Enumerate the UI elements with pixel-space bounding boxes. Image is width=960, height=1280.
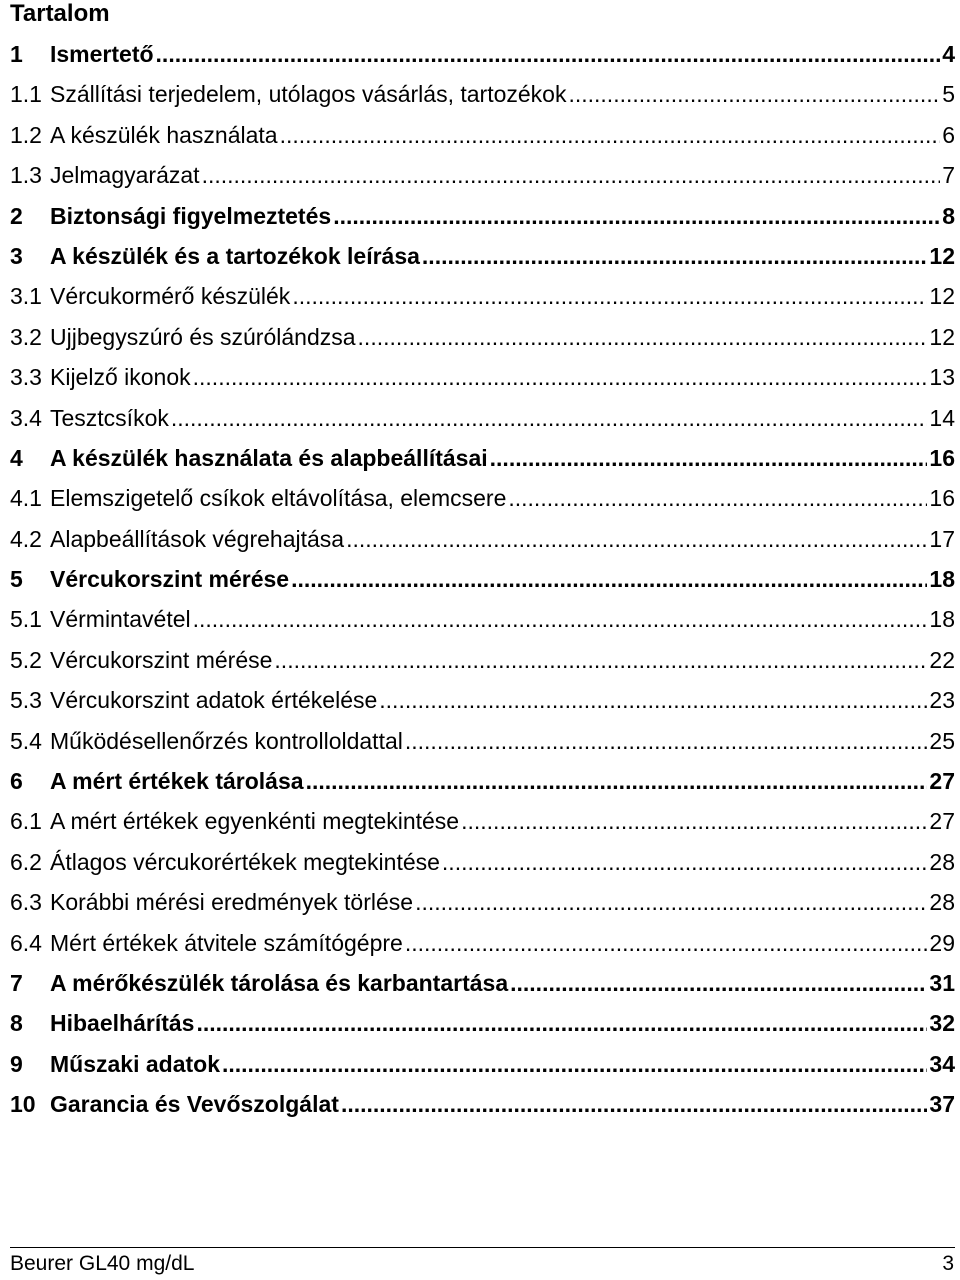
- toc-entry-number: 6.3: [10, 889, 42, 916]
- toc-entry-number: 6: [10, 768, 23, 795]
- toc-entry[interactable]: [10, 599, 955, 639]
- footer-page-number: 3: [942, 1252, 954, 1275]
- toc-entry-page: 31: [929, 969, 955, 996]
- dot-leader: [280, 115, 941, 155]
- toc-entry-number: 3: [10, 242, 23, 269]
- toc-entry[interactable]: [10, 761, 955, 801]
- toc-entry-number: 8: [10, 1010, 23, 1037]
- toc-entry-page: 7: [942, 162, 955, 189]
- toc-entry-page: 6: [942, 121, 955, 148]
- toc-entry-page: 4: [942, 41, 955, 67]
- toc-entry-title: Ujjbegyszúró és szúrólándzsa: [50, 323, 356, 350]
- toc-entry-title: Garancia és Vevőszolgálat: [50, 1091, 339, 1118]
- toc-entry[interactable]: [10, 842, 955, 882]
- dot-leader: [196, 1003, 927, 1043]
- toc-entry[interactable]: [10, 317, 955, 357]
- toc-entry-number: 3.3: [10, 364, 42, 391]
- dot-leader: [568, 74, 940, 114]
- toc-entry-title: Vércukorszint mérése: [50, 646, 273, 673]
- toc-entry-title: Ismertető: [50, 41, 154, 67]
- dot-leader: [222, 1044, 927, 1084]
- toc-entry-number: 6.2: [10, 848, 42, 875]
- toc-entry-number: 3.2: [10, 323, 42, 350]
- dot-leader: [202, 155, 941, 195]
- dot-leader: [405, 721, 928, 761]
- dot-leader: [171, 398, 928, 438]
- toc-entry-page: 34: [929, 1050, 955, 1077]
- toc-entry[interactable]: [10, 357, 955, 397]
- toc-entry[interactable]: [10, 438, 955, 478]
- toc-entry-number: 6.1: [10, 808, 42, 835]
- toc-entry-title: Mért értékek átvitele számítógépre: [50, 929, 403, 956]
- toc-entry-page: 13: [929, 364, 955, 391]
- toc-entry-number: 4: [10, 444, 23, 471]
- toc-entry-number: 5.4: [10, 727, 42, 754]
- toc-entry-page: 14: [929, 404, 955, 431]
- toc-entry-title: Kijelző ikonok: [50, 364, 191, 391]
- toc-entry-title: Hibaelhárítás: [50, 1010, 195, 1037]
- toc-entry-title: A készülék használata: [50, 121, 278, 148]
- dot-leader: [306, 761, 928, 801]
- toc-entry-title: A mért értékek egyenkénti megtekintése: [50, 808, 460, 835]
- toc-entry-title: Vércukorszint adatok értékelése: [50, 687, 378, 714]
- toc-entry-number: 4.2: [10, 525, 42, 552]
- toc-entry-title: A készülék és a tartozékok leírása: [50, 242, 420, 269]
- footer-divider: [10, 1247, 955, 1248]
- toc-entry-title: Műszaki adatok: [50, 1050, 220, 1077]
- toc-entry[interactable]: [10, 640, 955, 680]
- dot-leader: [379, 680, 927, 720]
- toc-entry-title: Szállítási terjedelem, utólagos vásárlás, tartozékok: [50, 81, 567, 108]
- dot-leader: [358, 317, 928, 357]
- toc-entry[interactable]: [10, 923, 955, 963]
- toc-entry-page: 37: [929, 1091, 955, 1118]
- toc-entry-page: 12: [929, 283, 955, 310]
- toc-entry-page: 32: [929, 1010, 955, 1037]
- toc-entry[interactable]: [10, 155, 955, 195]
- dot-leader: [405, 923, 928, 963]
- toc-entry-number: 1.3: [10, 162, 42, 189]
- dot-leader: [422, 236, 927, 276]
- toc-entry[interactable]: [10, 519, 955, 559]
- toc-entry-page: 18: [929, 566, 955, 593]
- toc-entry[interactable]: [10, 196, 955, 236]
- toc-entry[interactable]: [10, 559, 955, 599]
- toc-entry-page: 16: [929, 485, 955, 512]
- toc-entry-page: 12: [929, 242, 955, 269]
- toc-entry-title: Átlagos vércukorértékek megtekintése: [50, 848, 440, 875]
- toc-entry-title: A mérőkészülék tárolása és karbantartása: [50, 969, 509, 996]
- toc-entry[interactable]: [10, 115, 955, 155]
- toc-entry-page: 25: [929, 727, 955, 754]
- toc-entry-number: 1: [10, 41, 23, 67]
- toc-entry[interactable]: [10, 963, 955, 1003]
- dot-leader: [156, 34, 941, 74]
- dot-leader: [291, 559, 927, 599]
- toc-heading: Tartalom: [10, 0, 110, 27]
- toc-entry-page: 28: [929, 848, 955, 875]
- dot-leader: [415, 882, 927, 922]
- toc-entry-title: Jelmagyarázat: [50, 162, 200, 189]
- toc-entry-number: 1.1: [10, 81, 42, 108]
- toc-entry-title: Vérmintavétel: [50, 606, 191, 633]
- toc-entry-page: 17: [929, 525, 955, 552]
- toc-entry[interactable]: [10, 1003, 955, 1043]
- dot-leader: [193, 599, 928, 639]
- toc-entry-number: 1.2: [10, 121, 42, 148]
- toc-entry-page: 29: [929, 929, 955, 956]
- toc-entry-title: Vércukorszint mérése: [50, 566, 290, 593]
- toc-entry-page: 23: [929, 687, 955, 714]
- dot-leader: [510, 963, 927, 1003]
- toc-entry-title: Működésellenőrzés kontrolloldattal: [50, 727, 403, 754]
- toc-entry-page: 12: [929, 323, 955, 350]
- toc-entry-number: 9: [10, 1050, 23, 1077]
- toc-entry-page: 27: [929, 768, 955, 795]
- toc-entry-number: 10: [10, 1091, 36, 1118]
- toc-entry-number: 5.1: [10, 606, 42, 633]
- dot-leader: [346, 519, 927, 559]
- toc-entry[interactable]: [10, 236, 955, 276]
- toc-entry-page: 28: [929, 889, 955, 916]
- table-of-contents: [10, 34, 955, 1125]
- toc-entry-page: 27: [929, 808, 955, 835]
- toc-entry-number: 5: [10, 566, 23, 593]
- dot-leader: [292, 276, 927, 316]
- toc-entry-number: 6.4: [10, 929, 42, 956]
- toc-entry-title: Korábbi mérési eredmények törlése: [50, 889, 414, 916]
- toc-entry-number: 2: [10, 202, 23, 229]
- dot-leader: [508, 478, 927, 518]
- toc-entry-page: 5: [942, 81, 955, 108]
- dot-leader: [333, 196, 940, 236]
- toc-entry-page: 16: [929, 444, 955, 471]
- toc-entry[interactable]: [10, 34, 955, 74]
- toc-entry[interactable]: [10, 680, 955, 720]
- toc-entry-number: 3.4: [10, 404, 42, 431]
- footer-document-title: Beurer GL40 mg/dL: [10, 1252, 195, 1275]
- toc-entry-title: A készülék használata és alapbeállításai: [50, 444, 488, 471]
- toc-entry[interactable]: [10, 478, 955, 518]
- toc-entry-page: 8: [942, 202, 955, 229]
- toc-entry[interactable]: [10, 276, 955, 316]
- dot-leader: [193, 357, 928, 397]
- toc-entry-number: 3.1: [10, 283, 42, 310]
- dot-leader: [274, 640, 927, 680]
- toc-entry[interactable]: [10, 801, 955, 841]
- toc-entry-number: 5.2: [10, 646, 42, 673]
- toc-entry-title: Vércukormérő készülék: [50, 283, 291, 310]
- toc-entry[interactable]: [10, 721, 955, 761]
- toc-entry-number: 4.1: [10, 485, 42, 512]
- toc-entry-number: 7: [10, 969, 23, 996]
- toc-entry-title: Tesztcsíkok: [50, 404, 169, 431]
- toc-entry-page: 18: [929, 606, 955, 633]
- toc-entry[interactable]: [10, 1044, 955, 1084]
- toc-entry-title: Elemszigetelő csíkok eltávolítása, elemcsere: [50, 485, 507, 512]
- toc-entry-title: A mért értékek tárolása: [50, 768, 304, 795]
- dot-leader: [490, 438, 928, 478]
- toc-entry[interactable]: [10, 398, 955, 438]
- dot-leader: [341, 1084, 927, 1124]
- toc-entry[interactable]: [10, 882, 955, 922]
- toc-entry-page: 22: [929, 646, 955, 673]
- toc-entry[interactable]: [10, 74, 955, 114]
- toc-entry[interactable]: [10, 1084, 955, 1124]
- dot-leader: [461, 801, 927, 841]
- toc-entry-number: 5.3: [10, 687, 42, 714]
- toc-entry-title: Biztonsági figyelmeztetés: [50, 202, 332, 229]
- dot-leader: [442, 842, 927, 882]
- toc-entry-title: Alapbeállítások végrehajtása: [50, 525, 345, 552]
